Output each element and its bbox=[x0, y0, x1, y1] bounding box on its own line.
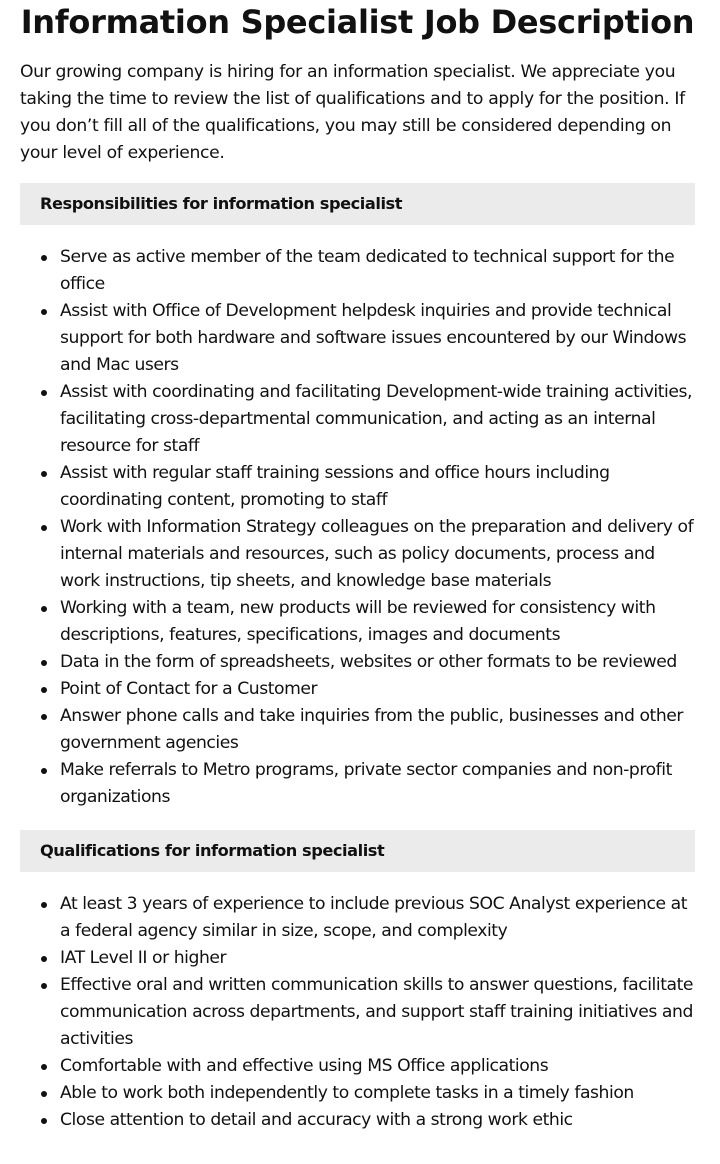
qualification-text: Comfortable with and effective using MS Office applications bbox=[60, 1056, 549, 1076]
qualification-item bbox=[20, 1080, 696, 1107]
bullet-icon bbox=[41, 606, 47, 612]
responsibility-text: Point of Contact for a Customer bbox=[60, 679, 318, 699]
responsibility-text: Assist with coordinating and facilitating Development-wide training activities, facilitating cross-departmental communication, and acting as an internal resource for staff bbox=[60, 382, 693, 456]
bullet-icon bbox=[41, 1064, 47, 1070]
bullet-icon bbox=[41, 255, 47, 261]
bullet-icon bbox=[41, 660, 47, 666]
responsibility-text: Make referrals to Metro programs, private sector companies and non-profit organizations bbox=[60, 760, 672, 807]
qualification-item bbox=[20, 945, 696, 972]
bullet-icon bbox=[41, 1091, 47, 1097]
page-title: Information Specialist Job Description bbox=[20, 3, 695, 41]
responsibility-text: Answer phone calls and take inquiries from the public, businesses and other government agencies bbox=[60, 706, 684, 753]
responsibility-item bbox=[20, 460, 696, 514]
qualification-item bbox=[20, 972, 696, 1053]
qualifications-list bbox=[20, 891, 696, 1134]
bullet-icon bbox=[41, 687, 47, 693]
responsibility-item bbox=[20, 379, 696, 460]
qualification-item bbox=[20, 1053, 696, 1080]
responsibility-text: Data in the form of spreadsheets, websites or other formats to be reviewed bbox=[60, 652, 677, 672]
responsibility-text: Assist with Office of Development helpdesk inquiries and provide technical support for both hardware and software issues encountered by our Windows and Mac users bbox=[60, 301, 687, 375]
bullet-icon bbox=[41, 956, 47, 962]
responsibility-text: Serve as active member of the team dedicated to technical support for the office bbox=[60, 247, 675, 294]
responsibility-item bbox=[20, 298, 696, 379]
responsibilities-heading: Responsibilities for information specialist bbox=[40, 194, 403, 213]
responsibility-item bbox=[20, 757, 696, 811]
responsibilities-header bbox=[20, 183, 695, 225]
bullet-icon bbox=[41, 714, 47, 720]
qualification-text: Able to work both independently to complete tasks in a timely fashion bbox=[60, 1083, 634, 1103]
responsibility-text: Working with a team, new products will be reviewed for consistency with descriptions, features, specifications, images and documents bbox=[60, 598, 656, 645]
bullet-icon bbox=[41, 902, 47, 908]
bullet-icon bbox=[41, 390, 47, 396]
bullet-icon bbox=[41, 471, 47, 477]
responsibility-item bbox=[20, 514, 696, 595]
bullet-icon bbox=[41, 309, 47, 315]
intro-paragraph: Our growing company is hiring for an information specialist. We appreciate you taking the time to review the list of qualifications and to apply for the position. If you don’t fill all of the qualifications, you may still be considered depending on your level of experience. bbox=[20, 62, 685, 163]
qualifications-header bbox=[20, 830, 695, 872]
qualification-text: At least 3 years of experience to include previous SOC Analyst experience at a federal agency similar in size, scope, and complexity bbox=[60, 894, 687, 941]
responsibility-item bbox=[20, 244, 696, 298]
responsibility-item bbox=[20, 649, 696, 676]
responsibility-item bbox=[20, 676, 696, 703]
bullet-icon bbox=[41, 768, 47, 774]
bullet-icon bbox=[41, 525, 47, 531]
qualifications-heading: Qualifications for information specialist bbox=[40, 841, 385, 860]
responsibility-item bbox=[20, 703, 696, 757]
qualification-item bbox=[20, 891, 696, 945]
responsibility-item bbox=[20, 595, 696, 649]
responsibility-text: Work with Information Strategy colleagues on the preparation and delivery of internal materials and resources, such as policy documents, process and work instructions, tip sheets, and knowledge base materials bbox=[60, 517, 694, 591]
qualification-item bbox=[20, 1107, 696, 1134]
qualification-text: Effective oral and written communication skills to answer questions, facilitate communication across departments, and support staff training initiatives and activities bbox=[60, 975, 693, 1049]
qualification-text: Close attention to detail and accuracy with a strong work ethic bbox=[60, 1110, 573, 1130]
bullet-icon bbox=[41, 1118, 47, 1124]
responsibility-text: Assist with regular staff training sessions and office hours including coordinating content, promoting to staff bbox=[60, 463, 610, 510]
responsibilities-list bbox=[20, 244, 696, 811]
qualification-text: IAT Level II or higher bbox=[60, 948, 227, 968]
bullet-icon bbox=[41, 983, 47, 989]
